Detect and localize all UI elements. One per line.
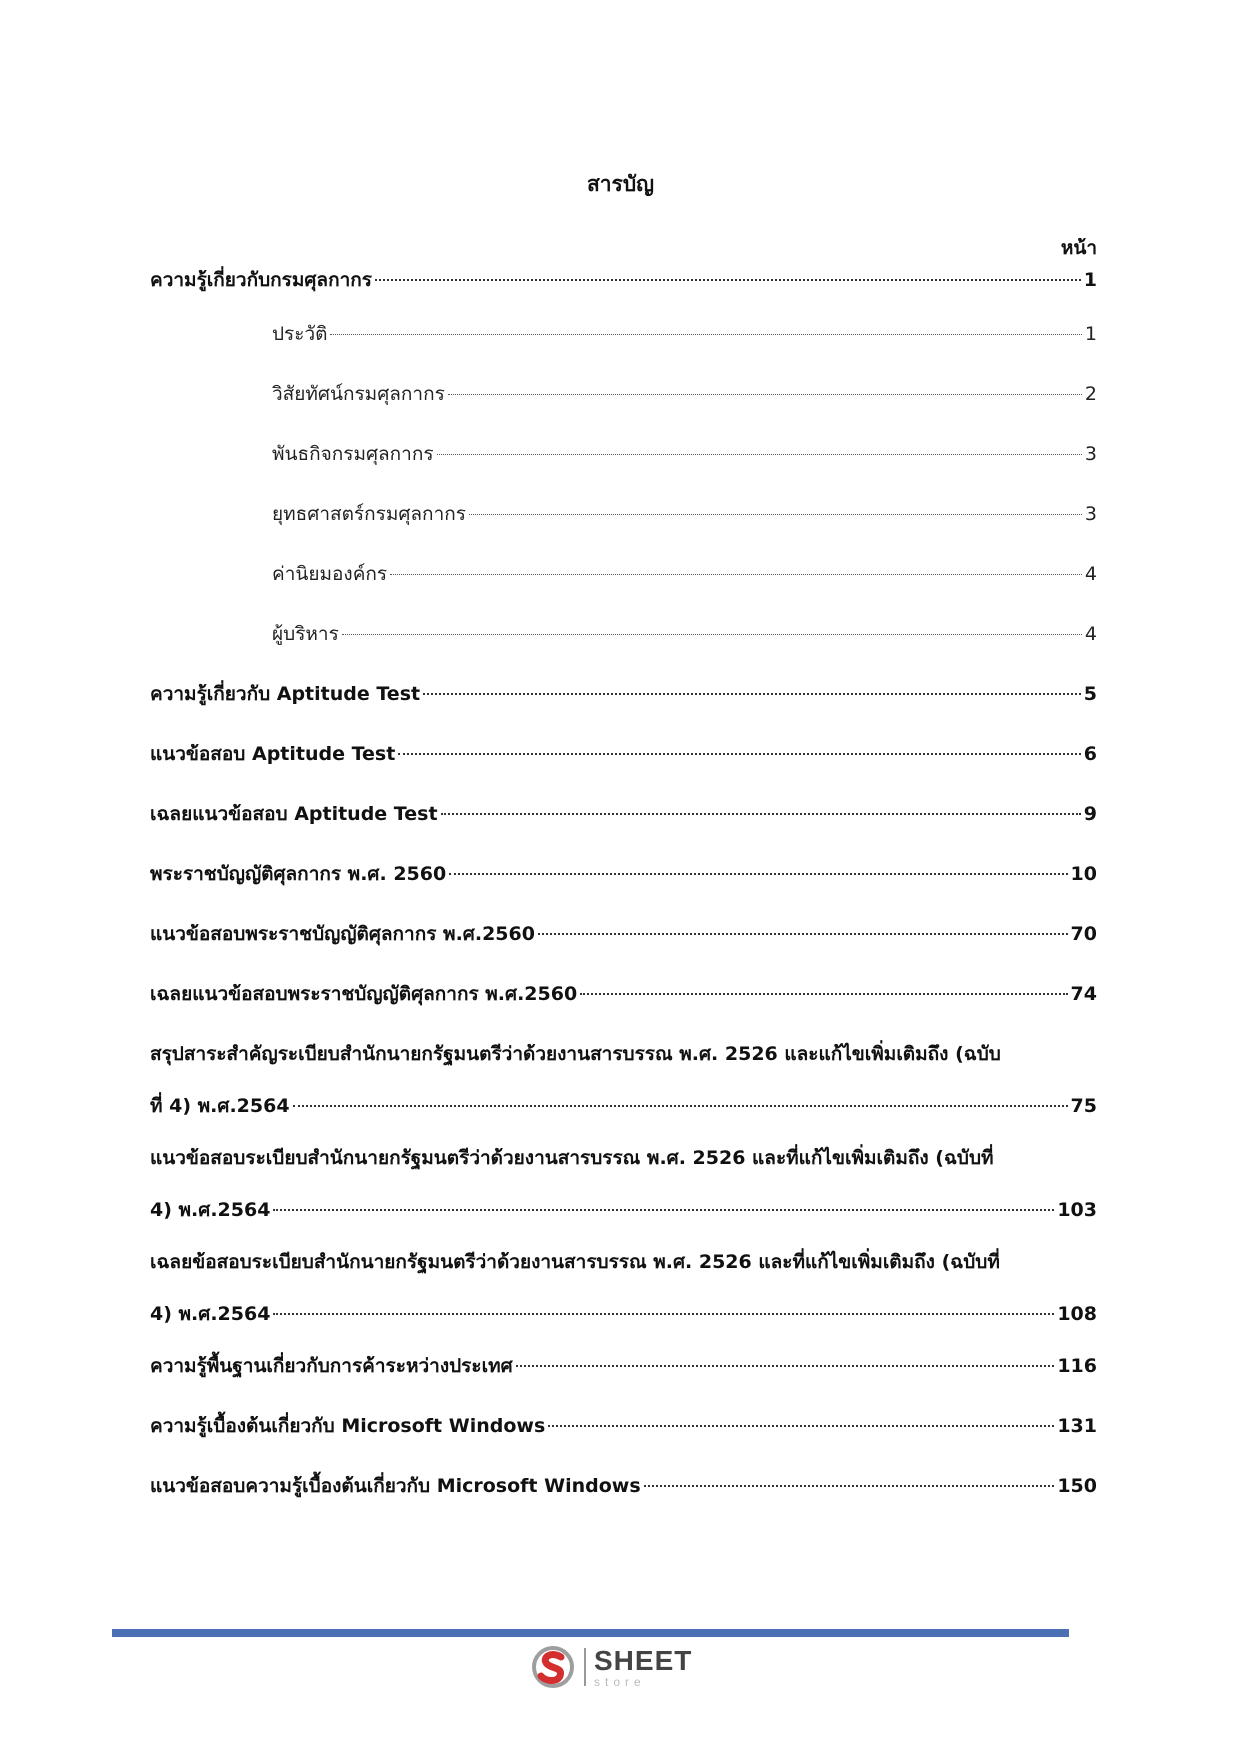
toc-entry-page: 10 (1070, 863, 1097, 885)
toc-entry-page: 5 (1083, 683, 1097, 705)
toc-entry-page: 6 (1083, 743, 1097, 765)
logo-sub-text: store (594, 1674, 646, 1689)
toc-subentry[interactable] (272, 608, 1097, 660)
toc-entry-label-line1: เฉลยข้อสอบระเบียบสำนักนายกรัฐมนตรีว่าด้วยงานสารบรรณ พ.ศ. 2526 และที่แก้ไขเพิ่มเติมถึง (ฉบับที่ (150, 1251, 1000, 1273)
toc-entry-page: 3 (1084, 443, 1097, 465)
toc-entry-label: 4) พ.ศ.2564 (150, 1199, 271, 1221)
toc-entry-page: 75 (1070, 1095, 1097, 1117)
dot-leader (441, 813, 1081, 815)
toc-entry-label: ที่ 4) พ.ศ.2564 (150, 1095, 290, 1117)
toc-entry-page: 2 (1084, 383, 1097, 405)
dot-leader (644, 1485, 1055, 1487)
toc-entry[interactable] (150, 1400, 1097, 1452)
dot-leader (548, 1425, 1054, 1427)
sheet-store-logo (530, 1645, 692, 1689)
toc-entry-page: 1 (1084, 323, 1097, 345)
toc-entry[interactable] (150, 1132, 1097, 1236)
dot-leader (293, 1105, 1068, 1107)
page-title: สารบัญ (586, 172, 655, 196)
dot-leader (273, 1209, 1054, 1211)
dot-leader (273, 1313, 1054, 1315)
toc-entry-label: ความรู้เกี่ยวกับกรมศุลกากร (150, 269, 372, 291)
toc-entry-label: พระราชบัญญัติศุลกากร พ.ศ. 2560 (150, 863, 447, 885)
logo-separator (584, 1648, 586, 1686)
toc-entry-page: 1 (1083, 269, 1097, 291)
toc-entry-page: 103 (1057, 1199, 1097, 1221)
toc-entry-page: 70 (1070, 923, 1097, 945)
toc-entry-label: ความรู้เบื้องต้นเกี่ยวกับ Microsoft Windows (150, 1415, 546, 1437)
toc-entry-page: 9 (1083, 803, 1097, 825)
logo-wordmark (594, 1644, 693, 1689)
dot-leader (390, 574, 1082, 575)
toc-entry-label: ความรู้เกี่ยวกับ Aptitude Test (150, 683, 421, 705)
toc-entry[interactable] (150, 968, 1097, 1020)
toc-entry-label: ยุทธศาสตร์กรมศุลกากร (272, 503, 466, 525)
logo-main-text: SHEET (594, 1644, 693, 1676)
toc-entry[interactable] (150, 908, 1097, 960)
dot-leader (516, 1365, 1055, 1367)
toc-entry-label: แนวข้อสอบความรู้เบื้องต้นเกี่ยวกับ Microsoft Windows (150, 1475, 641, 1497)
toc-entry-label: ความรู้พื้นฐานเกี่ยวกับการค้าระหว่างประเทศ (150, 1355, 513, 1377)
toc-entry[interactable] (150, 728, 1097, 780)
page-column-header: หน้า (1060, 237, 1097, 259)
toc-entry-label: 4) พ.ศ.2564 (150, 1303, 271, 1325)
toc-entry[interactable] (150, 1028, 1097, 1132)
toc-entry-label-line1: สรุปสาระสำคัญระเบียบสำนักนายกรัฐมนตรีว่าด้วยงานสารบรรณ พ.ศ. 2526 และแก้ไขเพิ่มเติมถึง (ฉบับ (150, 1043, 1001, 1065)
dot-leader (342, 634, 1082, 635)
footer-divider (112, 1629, 1069, 1637)
dot-leader (448, 394, 1082, 395)
dot-leader (375, 279, 1081, 281)
dot-leader (423, 693, 1081, 695)
toc-entry-label: ประวัติ (272, 323, 328, 345)
toc-subentry[interactable] (272, 368, 1097, 420)
toc-subentry[interactable] (272, 428, 1097, 480)
toc-entry-label-line1: แนวข้อสอบระเบียบสำนักนายกรัฐมนตรีว่าด้วยงานสารบรรณ พ.ศ. 2526 และที่แก้ไขเพิ่มเติมถึง (ฉบับที่ (150, 1147, 994, 1169)
toc-entry[interactable] (150, 1236, 1097, 1340)
toc-entry[interactable] (150, 1460, 1097, 1512)
toc-entry-label: ผู้บริหาร (272, 623, 339, 645)
toc-entry-label: เฉลยแนวข้อสอบพระราชบัญญัติศุลกากร พ.ศ.2560 (150, 983, 578, 1005)
toc-entry-label: ค่านิยมองค์กร (272, 563, 388, 585)
dot-leader (437, 454, 1082, 455)
toc-entry[interactable] (150, 254, 1097, 306)
toc-entry-page: 108 (1057, 1303, 1097, 1325)
toc-subentry[interactable] (272, 488, 1097, 540)
dot-leader (398, 753, 1080, 755)
toc-entry-page: 150 (1057, 1475, 1097, 1497)
toc-entry[interactable] (150, 848, 1097, 900)
dot-leader (580, 993, 1067, 995)
toc-entry-page: 74 (1070, 983, 1097, 1005)
dot-leader (449, 873, 1067, 875)
toc-subentry[interactable] (272, 308, 1097, 360)
toc-entry-page: 131 (1057, 1415, 1097, 1437)
toc-entry-label: แนวข้อสอบพระราชบัญญัติศุลกากร พ.ศ.2560 (150, 923, 535, 945)
toc-entry-label: วิสัยทัศน์กรมศุลกากร (272, 383, 445, 405)
toc-entry[interactable] (150, 1340, 1097, 1392)
toc-entry-page: 4 (1084, 623, 1097, 645)
toc-entry-page: 116 (1057, 1355, 1097, 1377)
toc-entry[interactable] (150, 668, 1097, 720)
toc-entry[interactable] (150, 788, 1097, 840)
toc-entry-page: 4 (1084, 563, 1097, 585)
dot-leader (538, 933, 1068, 935)
toc-entry-page: 3 (1084, 503, 1097, 525)
toc-entry-label: แนวข้อสอบ Aptitude Test (150, 743, 396, 765)
logo-s-icon (530, 1645, 576, 1689)
toc-entry-label: พันธกิจกรมศุลกากร (272, 443, 434, 465)
dot-leader (330, 334, 1081, 335)
toc-entry-label: เฉลยแนวข้อสอบ Aptitude Test (150, 803, 438, 825)
toc-subentry[interactable] (272, 548, 1097, 600)
dot-leader (469, 514, 1082, 515)
